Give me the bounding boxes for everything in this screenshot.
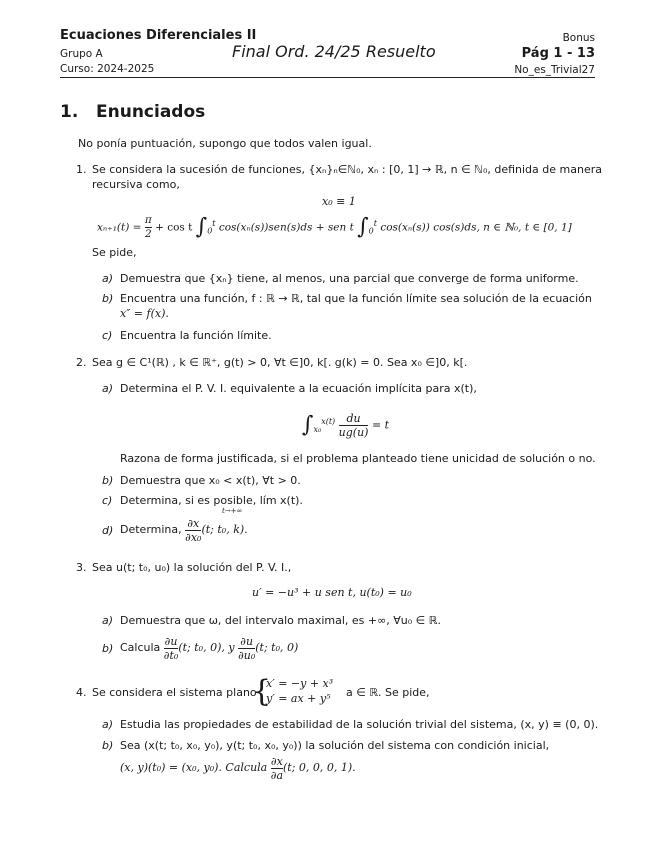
problem-2a-text: Determina el P. V. I. equivalente a la ecuación implícita para x(t), <box>120 382 477 395</box>
problem-4-number: 4. <box>76 686 87 699</box>
problem-1-text2: recursiva como, <box>92 178 180 191</box>
problem-2c-text: Determina, si es posible, lím x(t). <box>120 494 303 507</box>
problem-1-text: Se considera la sucesión de funciones, {xₙ}ₙ∈ℕ₀, xₙ : [0, 1] → ℝ, n ∈ ℕ₀, definida de manera <box>92 163 602 176</box>
du-over-ugu: $\frac{du}{ug(u)}$ <box>338 412 369 440</box>
problem-2b-label: b) <box>102 474 114 487</box>
partial-u-over-u0: $\frac{\partial u}{\text{∂u₀}}$ <box>238 634 256 662</box>
integral-sign: ∫ <box>195 214 208 240</box>
problem-4b-label: b) <box>102 739 114 752</box>
page-number: Pág 1 - 13 <box>521 46 595 61</box>
problem-1b-text2: x″ = f(x). <box>120 307 169 320</box>
problem-4-text: Se considera el sistema plano <box>92 686 257 699</box>
group-label: Grupo A <box>60 48 103 60</box>
problem-4a-label: a) <box>102 718 114 731</box>
bonus-label: Bonus <box>562 32 595 44</box>
header-rule <box>60 77 595 78</box>
author-label: No_es_Trivial27 <box>514 64 595 76</box>
problem-1c-label: c) <box>102 329 113 342</box>
problem-4b-text2: (x, y)(t₀) = (x₀, y₀). Calcula $\frac{\partial x}{\partial a}$ (t; 0, 0, 0, 1). <box>120 754 356 782</box>
problem-1-eq1: xₙ₊₁(t) = $\frac{\pi}{2}$ + cos t $\int_0^t$ cos(xₙ(s))sen(s)ds + sen t $\int_0^t$ cos(xₙ(s)) cos(s)ds, n ∈ ℕ₀, t ∈ [0, 1] <box>97 214 572 240</box>
problem-3-number: 3. <box>76 561 87 574</box>
year-label: Curso: 2024-2025 <box>60 63 155 75</box>
problem-1a-text: Demuestra que {xₙ} tiene, al menos, una parcial que converge de forma uniforme. <box>120 272 579 285</box>
problem-1b-text: Encuentra una función, f : ℝ → ℝ, tal que la función límite sea solución de la ecuación <box>120 292 592 305</box>
problem-2c-label: c) <box>102 494 113 507</box>
problem-3b-label: b) <box>102 642 114 655</box>
problem-2-integral-eq: $\int_{x_0}^{x(t)}$ $\frac{du}{ug(u)}$ = t <box>302 412 390 440</box>
section-number: 1. <box>60 102 79 122</box>
problem-2d-text: Determina, $\frac{\partial x}{\text{∂x₀}}$ (t; t₀, k). <box>120 516 248 544</box>
problem-4b-text: Sea (x(t; t₀, x₀, y₀), y(t; t₀, x₀, y₀)) la solución del sistema con condición inicial, <box>120 739 550 752</box>
problem-3b-text: Calcula $\frac{\partial u}{\text{∂t₀}}$ (t; t₀, 0), y $\frac{\partial u}{\text{∂u₀}}$ (t; t₀, 0) <box>120 634 299 662</box>
problem-2d-label: d) <box>102 524 114 537</box>
problem-3-equation: u′ = −u³ + u sen t, u(t₀) = u₀ <box>252 586 412 599</box>
problem-2c-limit-sub: t→+∞ <box>222 507 243 515</box>
problem-3a-label: a) <box>102 614 114 627</box>
problem-3-text: Sea u(t; t₀, u₀) la solución del P. V. I., <box>92 561 292 574</box>
problem-4a-text: Estudia las propiedades de estabilidad de la solución trivial del sistema, (x, y) ≡ (0, 0). <box>120 718 599 731</box>
integral-sign-3: ∫ <box>302 412 314 438</box>
problem-3a-text: Demuestra que ω, del intervalo maximal, es +∞, ∀u₀ ∈ ℝ. <box>120 614 441 627</box>
page-header <box>60 28 595 80</box>
partial-u-over-t0: $\frac{\partial u}{\text{∂t₀}}$ <box>163 634 179 662</box>
partial-x-over-a: $\frac{\partial x}{\partial a}$ <box>270 754 283 782</box>
problem-4-text-tail: a ∈ ℝ. Se pide, <box>346 686 430 699</box>
intro-text: No ponía puntuación, supongo que todos valen igual. <box>78 137 372 150</box>
pi-over-two: $\frac{\pi}{2}$ <box>144 214 152 240</box>
problem-2a-label: a) <box>102 382 114 395</box>
problem-2b-text: Demuestra que x₀ < x(t), ∀t > 0. <box>120 474 301 487</box>
partial-x-over-x0: $\frac{\partial x}{\text{∂x₀}}$ <box>185 516 202 544</box>
problem-2-text: Sea g ∈ C¹(ℝ) , k ∈ ℝ⁺, g(t) > 0, ∀t ∈]0, k[. g(k) = 0. Sea x₀ ∈]0, k[. <box>92 356 468 369</box>
course-title: Ecuaciones Diferenciales II <box>60 28 257 43</box>
problem-1a-label: a) <box>102 272 114 285</box>
problem-1-number: 1. <box>76 163 87 176</box>
system-eq-1: x′ = −y + x³ <box>266 677 334 690</box>
exam-title: Final Ord. 24/25 Resuelto <box>232 42 436 61</box>
problem-2-reason: Razona de forma justificada, si el problema planteado tiene unicidad de solución o no. <box>120 452 596 465</box>
eq1-lhs: xₙ₊₁(t) = <box>97 221 142 234</box>
integral-sign-2: ∫ <box>357 214 369 240</box>
system-eq-2: y′ = ax + y⁵ <box>266 692 331 705</box>
problem-1c-text: Encuentra la función límite. <box>120 329 272 342</box>
problem-1b-label: b) <box>102 292 114 305</box>
problem-2-number: 2. <box>76 356 87 369</box>
section-heading <box>60 102 205 122</box>
section-title: Enunciados <box>96 102 206 122</box>
problem-1-eq0: x₀ ≡ 1 <box>322 195 356 208</box>
system-brace: { <box>252 674 272 709</box>
problem-1-ask: Se pide, <box>92 246 137 259</box>
